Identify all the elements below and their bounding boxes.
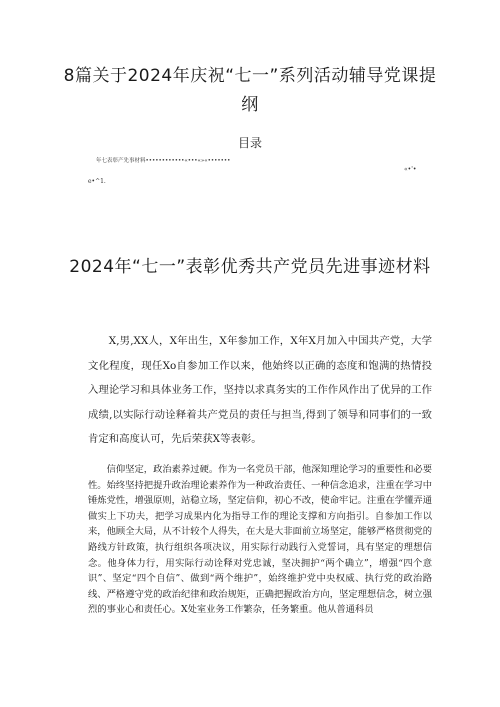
document-title: 8篇关于2024年庆祝“七一”系列活动辅导党课提纲: [63, 66, 437, 115]
body-paragraph-belief: 信仰坚定，政治素养过硬。作为一名党员干部，他深知理论学习的重要性和必要性。始终坚持把提升政治理论素养作为一种政治责任、一种信念追求，注重在学习中锤炼党性，增强原则，站稳立场，坚定信仰，初心不改，使命牢记。注重在学懂弄通做实上下功夫，把学习成果内化为指导工作的理论支撑和方向指引。自参加工作以来，他顾全大局，从不计较个人得失，在大是大非面前立场坚定，能够严格贯彻党的路线方针政策，执行组织各项决议，用实际行动践行入党誓词，具有坚定的理想信念。他身体力行，用实际行动诠释对党忠诚，坚决拥护“两个确立”，增强“四个意识”、坚定“四个自信”、做到“两个维护”，始终维护党中央权威、执行党的政治路线、严格遵守党的政治纪律和政治规矩，正确把握政治方向，坚定理想信念，树立强烈的事业心和责任心。X处室业务工作繁杂，任务繁重。他从普通科员: [88, 464, 432, 616]
toc-entry-page-continuation: e•^1.: [88, 178, 106, 185]
toc-entry-page-number: «•'•: [404, 166, 417, 173]
section-title: 2024年“七一”表彰优秀共产党员先进事迹材料: [69, 257, 431, 277]
body-paragraph-intro: X,男,XX人，X年出生，X年参加工作，X年X月加入中国共产党，大学文化程度，现任Xo自参加工作以来，他始终以正确的态度和饱满的热情投入理论学习和具体业务工作，坚持以求真务实的工作作风作出了优异的工作成绩,以实际行动诠释着共产党员的责任与担当,得到了领导和同事们的一致肯定和高度认可，先后荣获X等表彰。: [88, 335, 432, 445]
toc-entry[interactable]: 年七表彰产先事材料••••••••••••«•••«»«•••••••: [96, 158, 231, 164]
toc-heading: 目录: [237, 136, 262, 150]
